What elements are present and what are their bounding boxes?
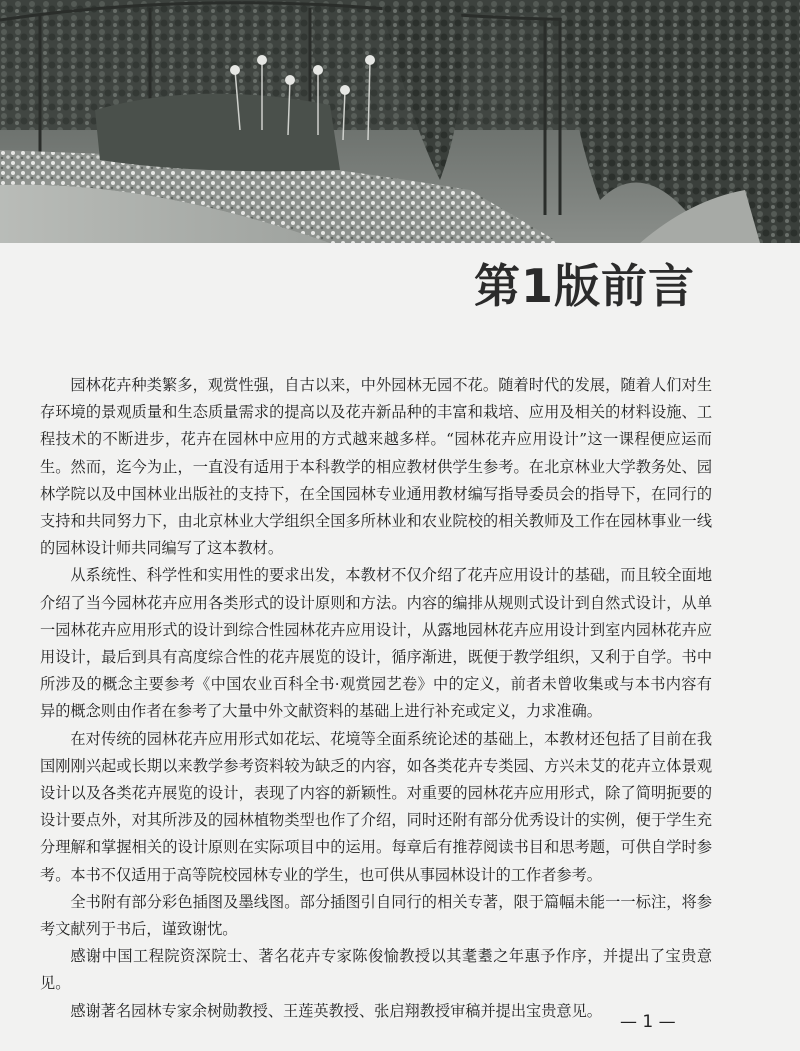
page-title: 第1版前言 (473, 259, 695, 313)
preface-body (40, 372, 712, 1025)
page-number: — 1 — (620, 1012, 676, 1032)
paragraph: 在对传统的园林花卉应用形式如花坛、花境等全面系统论述的基础上，本教材还包括了目前在我国刚刚兴起或长期以来教学参考资料较为缺乏的内容，如各类花卉专类园、方兴未艾的花卉立体景观设计以及各类花卉展览的设计，表现了内容的新颖性。对重要的园林花卉应用形式，除了简明扼要的设计要点外，对其所涉及的园林植物类型也作了介绍，同时还附有部分优秀设计的实例，便于学生充分理解和掌握相关的设计原则在实际项目中的运用。每章后有推荐阅读书目和思考题，可供自学时参考。本书不仅适用于高等院校园林专业的学生，也可供从事园林设计的工作者参考。 (40, 729, 712, 884)
garden-photo (0, 0, 800, 243)
paragraph: 园林花卉种类繁多，观赏性强，自古以来，中外园林无园不花。随着时代的发展，随着人们对生存环境的景观质量和生态质量需求的提高以及花卉新品种的丰富和栽培、应用及相关的材料设施、工程技术的不断进步，花卉在园林中应用的方式越来越多样。“园林花卉应用设计”这一课程便应运而生。然而，迄今为止，一直没有适用于本科教学的相应教材供学生参考。在北京林业大学教务处、园林学院以及中国林业出版社的支持下，在全国园林专业通用教材编写指导委员会的指导下，在同行的支持和共同努力下，由北京林业大学组织全国多所林业和农业院校的相关教师及工作在园林事业一线的园林设计师共同编写了这本教材。 (40, 376, 712, 558)
paragraph: 感谢著名园林专家余树勋教授、王莲英教授、张启翔教授审稿并提出宝贵意见。 (70, 1001, 602, 1020)
paragraph: 全书附有部分彩色插图及墨线图。部分插图引自同行的相关专著，限于篇幅未能一一标注，将参考文献列于书后，谨致谢忱。 (40, 892, 712, 939)
garden-photo-banner (0, 0, 800, 243)
paragraph: 感谢中国工程院资深院士、著名花卉专家陈俊愉教授以其耄耋之年惠予作序，并提出了宝贵意见。 (40, 947, 712, 993)
paragraph: 从系统性、科学性和实用性的要求出发，本教材不仅介绍了花卉应用设计的基础，而且较全面地介绍了当今园林花卉应用各类形式的设计原则和方法。内容的编排从规则式设计到自然式设计，从单一园林花卉应用形式的设计到综合性园林花卉应用设计，从露地园林花卉应用设计到室内园林花卉应用设计，最后到具有高度综合性的花卉展览的设计，循序渐进，既便于教学组织，又利于自学。书中所涉及的概念主要参考《中国农业百科全书·观赏园艺卷》中的定义，前者未曾收集或与本书内容有异的概念则由作者在参考了大量中外文献资料的基础上进行补充或定义，力求准确。 (40, 566, 712, 721)
